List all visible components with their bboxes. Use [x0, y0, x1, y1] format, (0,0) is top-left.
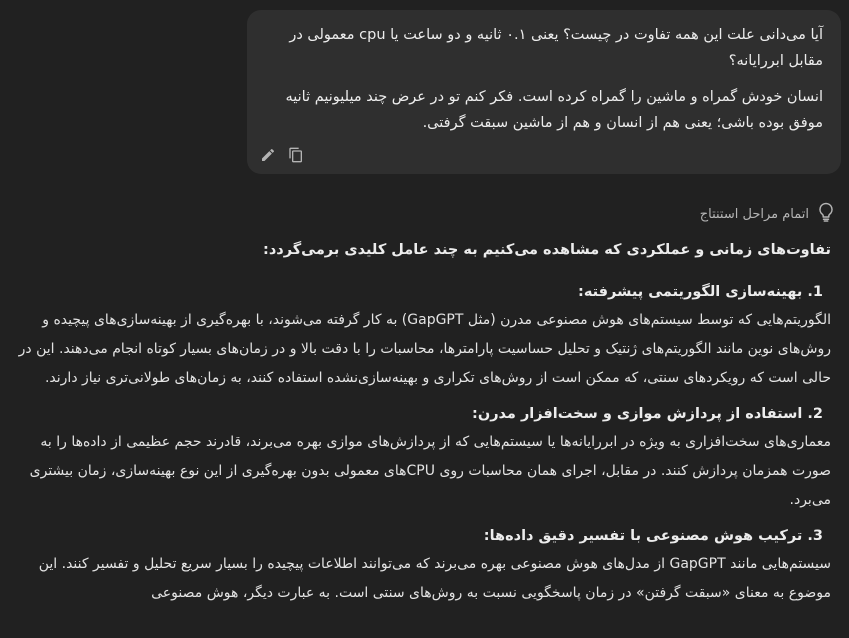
list-item: [15, 522, 831, 608]
list-item-title: [15, 278, 831, 306]
list-item-title-text: ترکیب هوش مصنوعی با تفسیر دقیق داده‌ها:: [483, 528, 803, 544]
user-message-paragraph-1: آیا می‌دانی علت این همه تفاوت در چیست؟ یعنی ۰.۱ ثانیه و دو ساعت یا cpu معمولی در مقابل ابررایانه؟: [289, 27, 823, 69]
copy-icon[interactable]: [285, 144, 307, 166]
lightbulb-icon: [817, 202, 835, 226]
list-item: [15, 278, 831, 393]
reasoning-label: اتمام مراحل استنتاج: [699, 206, 809, 222]
list-item-title: [15, 400, 831, 428]
list-item-title-text: بهینه‌سازی الگوریتمی پیشرفته:: [578, 284, 803, 300]
list-item-number: 1.: [807, 284, 823, 300]
user-message-paragraph-2: انسان خودش گمراه و ماشین را گمراه کرده است. فکر کنم تو در عرض چند میلیونیم ثانیه موفق بوده باشی؛ یعنی هم از انسان و هم از ماشین سبقت گرفتی.: [285, 89, 823, 131]
list-item-body: الگوریتم‌هایی که توسط سیستم‌های هوش مصنوعی مدرن (مثل GapGPT) به کار گرفته می‌شوند، با بهره‌گیری از بهینه‌سازی‌های پیچیده و روش‌های نوین مانند الگوریتم‌های ژنتیک و تحلیل حساسیت پارامترها، محاسبات را با دقت بالا و در زمان‌های بسیار کوتاه انجام می‌دهند. این در حالی است که رویکردهای سنتی، که ممکن است از روش‌های تکراری و بهینه‌سازی‌نشده استفاده کنند، به زمان‌های طولانی‌تری نیاز دارند.: [18, 312, 831, 386]
list-item-number: 3.: [807, 528, 823, 544]
answer-intro: تفاوت‌های زمانی و عملکردی که مشاهده می‌کنیم به چند عامل کلیدی برمی‌گردد:: [263, 242, 831, 258]
pencil-icon[interactable]: [257, 144, 279, 166]
list-item-title-text: استفاده از پردازش موازی و سخت‌افزار مدرن:: [472, 406, 803, 422]
user-message-bubble: [247, 10, 841, 174]
list-item-number: 2.: [807, 406, 823, 422]
list-item-body: معماری‌های سخت‌افزاری به ویژه در ابررایانه‌ها یا سیستم‌هایی که از پردازش‌های موازی بهره می‌برند، قادرند حجم عظیمی از داده‌ها را به صورت همزمان پردازش کنند. در مقابل، اجرای همان محاسبات روی CPUهای معمولی بدون بهره‌گیری از این نوع بهینه‌سازی، زمان بیشتری می‌برد.: [29, 434, 831, 508]
message-actions: [257, 144, 307, 166]
answer-list: [15, 278, 831, 608]
list-item-title: [15, 522, 831, 550]
list-item-body: سیستم‌هایی مانند GapGPT از مدل‌های هوش مصنوعی بهره می‌برند که می‌توانند اطلاعات پیچیده را بسیار سریع تحلیل و تفسیر کنند. این موضوع به معنای «سبقت گرفتن» در زمان پاسخگویی نسبت به روش‌های سنتی است. به عبارت دیگر، هوش مصنوعی: [38, 556, 831, 601]
reasoning-toggle[interactable]: [700, 202, 835, 226]
assistant-answer: [15, 236, 831, 615]
list-item: [15, 400, 831, 515]
